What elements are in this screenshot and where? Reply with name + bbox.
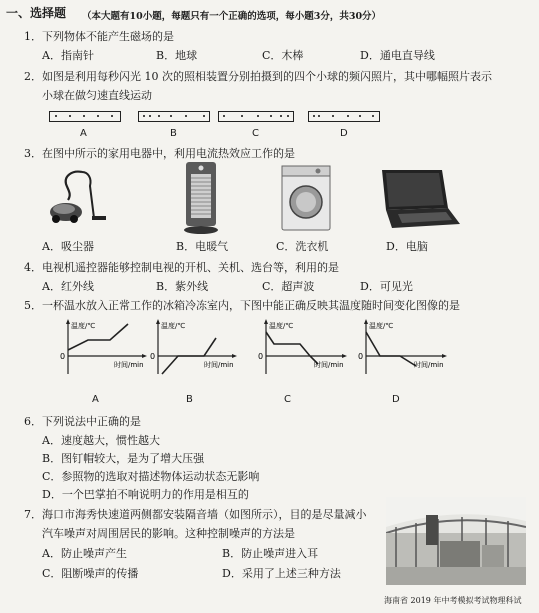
q4-option-a: A．红外线 <box>42 280 94 293</box>
q1-option-c: C．木棒 <box>262 49 304 62</box>
q1-option-a: A．指南针 <box>42 49 94 62</box>
q5-label-b: B <box>186 394 193 405</box>
strobe-photo-d <box>308 111 380 122</box>
graph-a-y-label: 温度/℃ <box>71 322 96 330</box>
electric-heater-image <box>180 160 222 236</box>
q1-stem: 1．下列物体不能产生磁场的是 <box>24 30 174 43</box>
q4-option-b: B．紫外线 <box>156 280 209 293</box>
graph-c-y-label: 温度/℃ <box>269 322 294 330</box>
q4-stem: 4．电视机遥控器能够控制电视的开机、关机、选台等，利用的是 <box>24 261 339 274</box>
graph-b-origin: 0 <box>150 352 156 361</box>
q2-stem-line2: 小球在做匀速直线运动 <box>42 89 152 102</box>
graph-d-x-label: 时间/min <box>414 361 444 369</box>
laptop-computer-image <box>376 168 460 230</box>
q7-stem-line2: 汽车噪声对周围居民的影响。这种控制噪声的方法是 <box>42 527 295 540</box>
q6-option-a: A．速度越大，惯性越大 <box>42 434 160 447</box>
q2-stem-line1: 2．如图是利用每秒闪光 10 次的照相装置分别拍摄到的四个小球的频闪照片，其中哪幅照片表示 <box>24 70 492 83</box>
q5-stem: 5．一杯温水放入正常工作的冰箱冷冻室内，下图中能正确反映其温度随时间变化图像的是 <box>24 299 460 312</box>
vacuum-cleaner-image <box>42 166 112 230</box>
temperature-graph-b <box>148 318 238 376</box>
q6-option-d: D．一个巴掌拍不响说明力的作用是相互的 <box>42 488 249 501</box>
q3-option-d: D．电脑 <box>386 240 428 253</box>
q3-stem: 3．在图中所示的家用电器中，利用电流热效应工作的是 <box>24 147 295 160</box>
q2-label-c: C <box>252 128 259 139</box>
q7-stem-line1: 7．海口市海秀快速道两侧都安装隔音墙（如图所示），目的是尽量减小 <box>24 508 367 521</box>
graph-b-y-label: 温度/℃ <box>161 322 186 330</box>
q6-option-c: C．参照物的选取对描述物体运动状态无影响 <box>42 470 260 483</box>
q5-label-c: C <box>284 394 291 405</box>
graph-d-origin: 0 <box>358 352 364 361</box>
section-note: （本大题有10小题，每题只有一个正确的选项，每小题3分，共30分） <box>82 11 382 22</box>
q2-label-d: D <box>340 128 348 139</box>
q3-option-b: B．电暖气 <box>176 240 229 253</box>
q7-option-a: A．防止噪声产生 <box>42 547 127 560</box>
strobe-photo-a <box>49 111 121 122</box>
sound-barrier-photo <box>386 497 526 585</box>
graph-c-origin: 0 <box>258 352 264 361</box>
q5-label-d: D <box>392 394 400 405</box>
strobe-photo-b <box>138 111 210 122</box>
q7-option-d: D．采用了上述三种方法 <box>222 567 341 580</box>
strobe-photo-c <box>218 111 294 122</box>
washing-machine-image <box>278 164 334 234</box>
q6-option-b: B．图钉帽较大，是为了增大压强 <box>42 452 205 465</box>
graph-c-x-label: 时间/min <box>314 361 344 369</box>
q4-option-d: D．可见光 <box>360 280 413 293</box>
temperature-graph-d <box>356 318 448 376</box>
q1-option-d: D．通电直导线 <box>360 49 435 62</box>
temperature-graph-c <box>256 318 348 376</box>
section-title: 一、选择题 <box>6 6 67 20</box>
q5-label-a: A <box>92 394 99 405</box>
graph-b-x-label: 时间/min <box>204 361 234 369</box>
q3-option-c: C．洗衣机 <box>276 240 329 253</box>
graph-a-x-label: 时间/min <box>114 361 144 369</box>
temperature-graph-a <box>58 318 148 376</box>
q3-option-a: A．吸尘器 <box>42 240 94 253</box>
page-footer: 海南省 2019 年中考模拟考试物理科试 <box>384 596 522 605</box>
q7-option-c: C．阻断噪声的传播 <box>42 567 139 580</box>
graph-d-y-label: 温度/℃ <box>369 322 394 330</box>
q2-label-b: B <box>170 128 177 139</box>
q4-option-c: C．超声波 <box>262 280 315 293</box>
q1-option-b: B．地球 <box>156 49 198 62</box>
q6-stem: 6．下列说法中正确的是 <box>24 415 141 428</box>
q7-option-b: B．防止噪声进入耳 <box>222 547 319 560</box>
q2-label-a: A <box>80 128 87 139</box>
graph-a-origin: 0 <box>60 352 66 361</box>
